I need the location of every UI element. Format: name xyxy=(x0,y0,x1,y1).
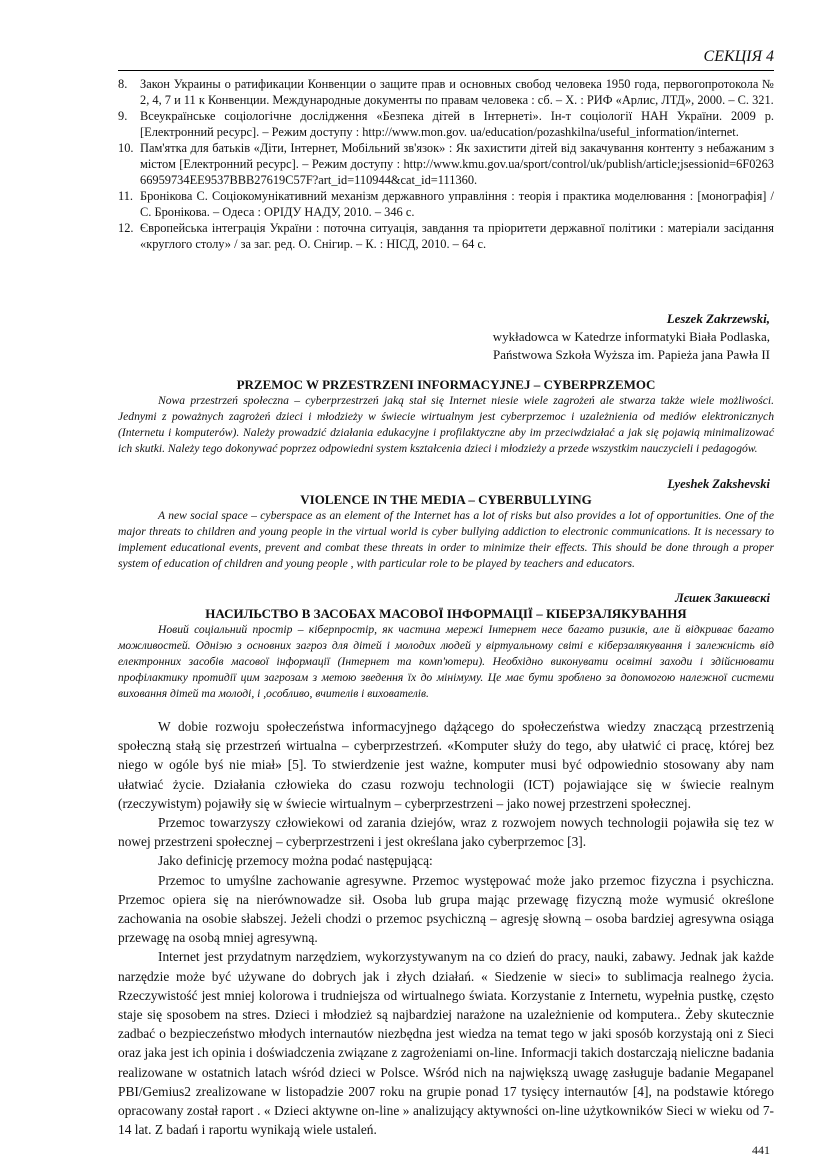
author-affiliation: wykładowca w Katedrze informatyki Biała Podlaska, xyxy=(492,329,770,344)
english-abstract-text: A new social space – cyberspace as an element of the Internet has a lot of risks but also provides a lot of opportunities. One of the major threats to children and young people in the virtual world is cyber bullying addiction to electronic communications. It is necessary to implement educational events, prevent and combat these threats in order to minimize their effects. This should be done through a proper system of education of children and young people , with particular role to be played by teachers and educators. xyxy=(118,509,774,570)
body-paragraph: W dobie rozwoju społeczeństwa informacyjnego dążącego do społeczeństwa wiedzy znaczącą przestrzenią społeczną stałą się przestrzeń wirtualna – cyberprzestrzeń. «Komputer służy do tego, aby ułatwić ci pracę, której bez niego w ogóle byś nie miał» [5]. To stwierdzenie jest ważne, komputer musi być odpowiednio stosowany aby nam ułatwiać życie. Działania człowieka do czasu rozwoju technologii (ICT) pojawiające się w świecie realnym (rzeczywistym) pojawiły się w świecie wirtualnym – cyberprzestrzeni – jako nowej przestrzeni społecznej. xyxy=(118,719,774,811)
reference-item xyxy=(118,140,774,188)
reference-text: Всеукраїнське соціологічне дослідження «Безпека дітей в Інтернеті». Ін-т соціології НАН України. 2009 р. [Електронний ресурс]. – Режим доступу : http://www.mon.gov. ua/education/pozashkilna/useful_information/internet. xyxy=(140,109,774,139)
author-institution: Państwowa Szkoła Wyższa im. Papieża jana Pawła II xyxy=(493,347,770,362)
references-list xyxy=(118,76,774,252)
body-paragraph: Przemoc towarzyszy człowiekowi od zarania dziejów, wraz z rozwojem nowych technologii pojawiła się tez w nowej przestrzeni społecznej – cyberprzestrzeni i jest określana jako cyberprzemoc [3]. xyxy=(118,815,774,850)
page-header xyxy=(118,40,774,71)
english-abstract xyxy=(118,508,774,572)
body-paragraph: Jako definicję przemocy można podać następującą: xyxy=(158,853,433,869)
polish-abstract-text: Nowa przestrzeń społeczna – cyberprzestrzeń jaką stał się Internet niesie wiele zagrożeń ale stwarza także wiele możliwości. Jednymi z poważnych zagrożeń dzieci i młodzieży w świecie wirtualnym jest cyberprzemoc i uzależnienia od mediów elektronicznych (Internetu i komputerów). Należy prowadzić działania edukacyjne i profilaktyczne aby im przeciwdziałać a jak się pojawią minimalizować ich skutki. Należy tego dokonywać poprzez odpowiedni system kształcenia dzieci i młodzieży a przede wszystkim nauczycieli i pedagogów. xyxy=(118,394,774,455)
author-block xyxy=(493,310,770,364)
reference-item xyxy=(118,108,774,140)
english-signature: Lyeshek Zakshevski xyxy=(667,477,770,491)
reference-item xyxy=(118,220,774,252)
polish-abstract xyxy=(118,393,774,457)
main-text xyxy=(118,717,774,1139)
english-title: VIOLENCE IN THE MEDIA – CYBERBULLYING xyxy=(300,492,592,507)
reference-text: Європейська інтеграція України : поточна ситуація, завдання та пріоритети державної політики : матеріали засідання «круглого столу» / за заг. ред. О. Снігир. – К. : НІСД, 2010. – 64 с. xyxy=(140,221,774,251)
ukrainian-abstract-text: Новий соціальний простір – кіберпростір, як частина мережі Інтернет несе багато ризиків, але й відкриває багато можливостей. Одніэю з основних загроз для дітей і молодих людей у віртуальному світі є кіберзалякування і залежність від електронних засобів масової інформації (Інтернет та комп'ютери). Необхідно виконувати освітні заходи і здійснювати профілактику протидії цим загрозам з метою зведення їх до мінімуму. Це має бути зроблено за допомогою належної системи виховання дітей та молоді, і ,особливо, вчителів і вихователів. xyxy=(118,623,774,700)
ukrainian-abstract xyxy=(118,622,774,702)
reference-number: 9. xyxy=(118,109,128,123)
section-label: СЕКЦІЯ 4 xyxy=(703,48,774,65)
reference-text: Бронікова С. Соціокомунікативний механізм державного управління : теорія і практика моделювання : [монографія] / С. Бронікова. – Одеса : ОРІДУ НАДУ, 2010. – 346 с. xyxy=(140,189,774,219)
reference-item xyxy=(118,188,774,220)
page-number: 441 xyxy=(752,1143,770,1157)
reference-item xyxy=(118,76,774,108)
body-paragraph: Przemoc to umyślne zachowanie agresywne. Przemoc występować może jako przemoc fizyczna i psychiczna. Przemoc opiera się na nierównowadze sił. Osoba lub grupa mając przewagę fizyczną może wymusić określone zachowania na osobie słabszej. Jeżeli chodzi o przemoc psychiczną – agresję słowną – osoba bardziej agresywna osiąga przewagę na osobą mniej agresywną. xyxy=(118,872,774,946)
reference-number: 11. xyxy=(118,189,134,203)
ukrainian-title: НАСИЛЬСТВО В ЗАСОБАХ МАСОВОЇ ІНФОРМАЦІЇ – КІБЕРЗАЛЯКУВАННЯ xyxy=(205,606,687,621)
reference-number: 8. xyxy=(118,77,128,91)
reference-text: Закон Украины о ратификации Конвенции о защите прав и основных свобод человека 1950 года, первогопротокола № 2, 4, 7 и 11 к Конвенции. Международные документы по правам человека : сб. – Х. : РИФ «Арлис, ЛТД», 2000. – С. 321. xyxy=(140,77,774,107)
body-paragraph: Internet jest przydatnym narzędziem, wykorzystywanym na co dzień do pracy, nauki, zabawy. Jednak jak każde narzędzie może być używane do dobrych jak i złych działań. « Siedzenie w sieci» to sublimacja realnego życia. Rzeczywistość jest mniej kolorowa i trudniejsza od wirtualnego świata. Korzystanie z Internetu, wypełnia pustkę, często staje się sposobem na stres. Dzieci i młodzież są najbardziej narażone na uzależnienie od komputera.. Żeby skutecznie zadbać o bezpieczeństwo młodych internautów niezbędna jest wiedza na temat tego w jaki sposób korzystają oni z Sieci oraz jaka jest ich opinia i doświadczenia związane z zagrożeniami on-line. Informacji takich dostarczają nieliczne badania realizowane w ostatnich latach wśród dzieci w Polsce. Wśród nich na największą uwagę zasługuje badanie Megapanel PBI/Gemius2 zrealizowane w listopadzie 2007 roku na grupie ponad 17 tysięcy internautów [4], na podstawie którego opracowany został raport . « Dzieci aktywne on-line » analizujący aktywności on-line użytkowników Sieci w wieku od 7-14 lat. Z badań i raportu wynikają wiele ustaleń. xyxy=(118,949,774,1138)
reference-number: 12. xyxy=(118,221,134,235)
ukrainian-signature: Лєшек Закшевскі xyxy=(675,591,770,605)
author-name: Leszek Zakrzewski, xyxy=(666,311,770,326)
reference-text: Пам'ятка для батьків «Діти, Інтернет, Мобільний зв'язок» : Як захистити дітей від закачування контенту з небажаним змістом [Електронний ресурс]. – Режим доступу : http://www.kmu.gov.ua/sport/control/uk/publish/article;jsessionid=6F026366959734EE9537BBB27619C57F?art_id=110944&cat_id=111360. xyxy=(140,141,774,187)
reference-number: 10. xyxy=(118,141,134,155)
polish-title: PRZEMOC W PRZESTRZENI INFORMACYJNEJ – CYBERPRZEMOC xyxy=(236,377,656,392)
